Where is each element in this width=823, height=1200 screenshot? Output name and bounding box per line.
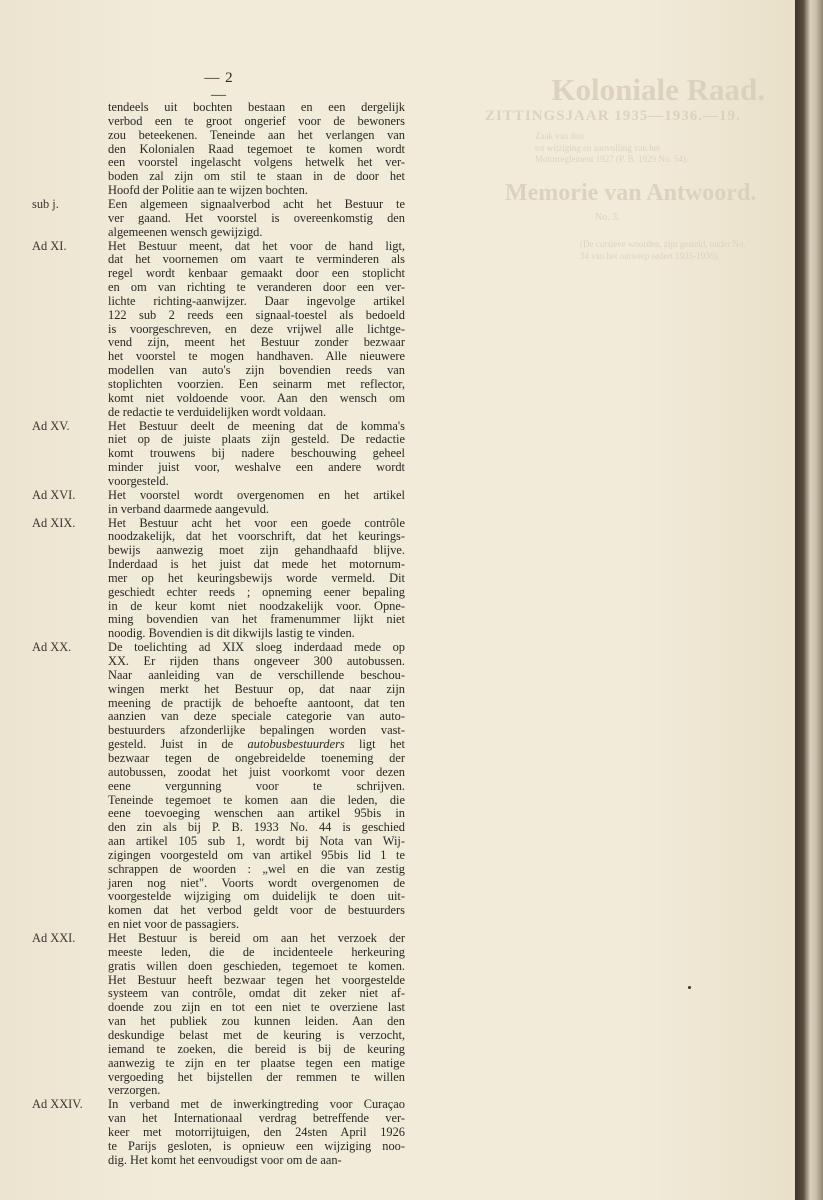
text-line: Een algemeen signaalverbod acht het Bestuur te [108, 196, 405, 211]
text-line: komt trouwens bij nadere beschouwing geheel [108, 446, 405, 461]
text-line: In verband met de inwerkingtreding voor Curaçao [108, 1097, 405, 1112]
text-line: Hoofd der Politie aan te wijzen bochten. [108, 183, 308, 198]
text-line: minder juist voor, weshalve een andere wordt [108, 460, 405, 475]
text-line: den zin als bij P. B. 1933 No. 44 is geschied [108, 820, 405, 835]
text-line: Het Bestuur deelt de meening dat de komma's [108, 418, 405, 433]
text-line: regel wordt kenbaar gemaakt door een stoplicht [108, 266, 405, 281]
text-line: het voorstel te mogen handhaven. Alle nieuwere [108, 349, 405, 364]
text-line: meeste leden, die de incidenteele herkeuring [108, 944, 405, 959]
text-line: dig. Het komt het eenvoudigst voor om de aan- [108, 1152, 342, 1167]
text-line: iemand te zoeken, die bereid is bij de keuring [108, 1041, 405, 1056]
text-line: in verband daarmede aangevuld. [108, 501, 270, 516]
text-line: algemeenen wensch gewijzigd. [108, 224, 263, 239]
text-line: Het voorstel wordt overgenomen en het artikel [108, 487, 405, 502]
text-line: tendeels uit bochten bestaan en een dergelijk [108, 100, 405, 114]
text-line: niet op de juiste plaats zijn gesteld. De redactie [108, 432, 405, 447]
text-line: zou beteekenen. Teneinde aan het verlangen van [108, 127, 405, 142]
show-through-foot-line: 34 van het ontwerp sedert 1935-1936). [580, 250, 720, 261]
text-line: 122 sub 2 reeds een signaal-toestel als bedoeld [108, 307, 405, 322]
text-line: autobussen, zoodat het juist voorkomt voor dezen [108, 764, 405, 779]
text-line: eene toevoeging wenschen aan artikel 95bis in [108, 806, 405, 821]
text-line: voorgestelde wijziging om duidelijk te doen uit- [108, 889, 405, 904]
text-line: XX. Er rijden thans ongeveer 300 autobussen. [108, 654, 405, 668]
text-line: den Kolonialen Raad tegemoet te komen wordt [108, 141, 405, 156]
text-line: Het Bestuur acht het voor een goede contrôle [108, 515, 405, 530]
book-spine [795, 0, 823, 1200]
paragraph-label: sub j. [32, 196, 59, 211]
show-through-heading: Memorie van Antwoord. [505, 179, 757, 206]
text-line: komen dat het verbod geldt voor de bestuurders [108, 903, 405, 918]
text-line: stoplichten voorzien. Een seinarm met reflector, [108, 377, 405, 391]
text-line: systeem van contrôle, omdat dit zeker niet af- [108, 986, 405, 1001]
text-line: jaren nog niet". Voorts wordt overgenomen de [108, 875, 405, 890]
paragraph-label: Ad XV. [32, 418, 70, 433]
text-line: noodzakelijk, dat het voorschrift, dat het keurings- [108, 529, 405, 544]
show-through-small-line: Motorreglement 1927 (P. B. 1929 No. 54). [535, 154, 688, 165]
text-line: meening de practijk de behoefte aantoont, dat ten [108, 695, 405, 710]
paragraph-label: Ad XIX. [32, 515, 76, 530]
text-line: een voorstel ingelascht volgens hetwelk het ver- [108, 155, 405, 170]
text-line: zigingen voorgesteld om van artikel 95bis lid 1 te [108, 847, 405, 862]
text-line: De toelichting ad XIX sloeg inderdaad mede op [108, 640, 405, 655]
text-line: aan artikel 105 sub 1, wordt bij Nota van Wij- [108, 834, 405, 849]
italic-term: autobusbestuurders [247, 737, 345, 752]
paragraph-label: Ad XXI. [32, 931, 76, 945]
show-through-small-line: Zaak van den [535, 130, 584, 141]
paragraph-label: Ad XXIV. [32, 1097, 83, 1112]
text-line: verbod een te groot ongerief voor de bewoners [108, 113, 405, 128]
speck-mark [688, 986, 691, 989]
text-line: bestuurders afzonderlijke bepalingen worden vast- [108, 723, 405, 738]
paragraph-label: Ad XI. [32, 238, 67, 253]
show-through-foot-line: (De cursieve woorden, zijn gesteld, onder No. [580, 239, 746, 250]
text-line: lichte richting-aanwijzer. Daar ingevolge artikel [108, 293, 405, 308]
text-line: noodig. Bovendien is dit dikwijls lastig te vinden. [108, 626, 355, 641]
text-line: geschiedt echter reeds ; opneming eener bepaling [108, 584, 405, 599]
text-line: vergoeding het bijstellen der remmen te willen [108, 1069, 405, 1084]
text-line: Naar aanleiding van de verschillende beschou- [108, 667, 405, 682]
text-line: doende zou zijn en tot een niet te overziene last [108, 1000, 405, 1015]
show-through-subtitle: ZITTINGSJAAR 1935—1936.—19. [485, 107, 741, 124]
show-through-title: Koloniale Raad. [551, 72, 765, 107]
text-line: keer met motorrijtuigen, den 24sten April 1926 [108, 1124, 405, 1139]
text-line: vend zijn, meent het Bestuur zonder bezwaar [108, 335, 405, 350]
text-line: boden zal zijn om stil te staan in de door het [108, 169, 405, 184]
paragraph-label: Ad XX. [32, 640, 72, 655]
text-line: aanwezig te zijn en ter plaatse tegen een matige [108, 1055, 405, 1070]
text-line: de redactie te verduidelijken wordt voldaan. [108, 404, 327, 419]
text-line: gesteld. Juist in de autobusbestuurders ligt het [108, 737, 405, 752]
text-line: bewijs aanwezig moet zijn gehandhaafd blijve. [108, 543, 405, 558]
show-through-small-line: tot wijziging en aanvulling van het [535, 142, 661, 153]
text-line: Het Bestuur meent, dat het voor de hand ligt, [108, 238, 405, 253]
text-line: gratis willen doen geschieden, tegemoet te komen. [108, 958, 405, 973]
text-line: dat het voornemen om vaart te verminderen als [108, 252, 405, 267]
text-line: van het Internationaal verdrag betreffende ver- [108, 1111, 405, 1126]
text-line: voorgesteld. [108, 473, 169, 488]
text-line: en om van richting te veranderen door een ver- [108, 280, 405, 295]
text-line: mer op het keuringsbewijs worde vermeld. Dit [108, 570, 405, 585]
text-line: deskundige belast met de keuring is verzocht, [108, 1027, 405, 1042]
text-line: Het Bestuur is bereid om aan het verzoek der [108, 931, 405, 945]
text-line: ver gaand. Het voorstel is overeenkomstig den [108, 210, 405, 225]
text-line: bezwaar tegen de ongebreidelde toeneming der [108, 750, 405, 765]
text-line: ming bovendien van het framenummer lijkt niet [108, 612, 405, 627]
text-line: schrappen de woorden : „wel en die van zestig [108, 861, 405, 876]
page-number: — 2 — [204, 70, 234, 103]
text-line: modellen van auto's zijn bovendien reeds van [108, 363, 405, 378]
text-line: en niet voor de passagiers. [108, 917, 240, 932]
text-line: Het Bestuur heeft bezwaar tegen het voorgestelde [108, 972, 405, 987]
text-line: Inderdaad is het juist dat mede het motornum- [108, 557, 405, 572]
show-through-ref: No. 3. [595, 211, 620, 223]
paragraph-label: Ad XVI. [32, 487, 76, 502]
text-line: wingen merkt het Bestuur op, dat naar zijn [108, 681, 405, 696]
text-line: van het publiek zou kunnen leiden. Aan den [108, 1014, 405, 1029]
text-line: is voorgeschreven, en deze vrijwel alle lichtge- [108, 321, 405, 336]
text-line: Teneinde tegemoet te komen aan die leden, die [108, 792, 405, 807]
text-line: verzorgen. [108, 1083, 161, 1098]
text-line: te Parijs gesloten, is opnieuw een wijziging noo- [108, 1138, 405, 1153]
text-line: komt niet voldoende voor. Aan den wensch om [108, 390, 405, 405]
text-line: in de keur komt niet noodzakelijk voor. Opne- [108, 598, 405, 613]
text-line: aanzien van deze speciale categorie van auto- [108, 709, 405, 724]
text-line: eene vergunning voor te schrijven. [108, 778, 405, 793]
